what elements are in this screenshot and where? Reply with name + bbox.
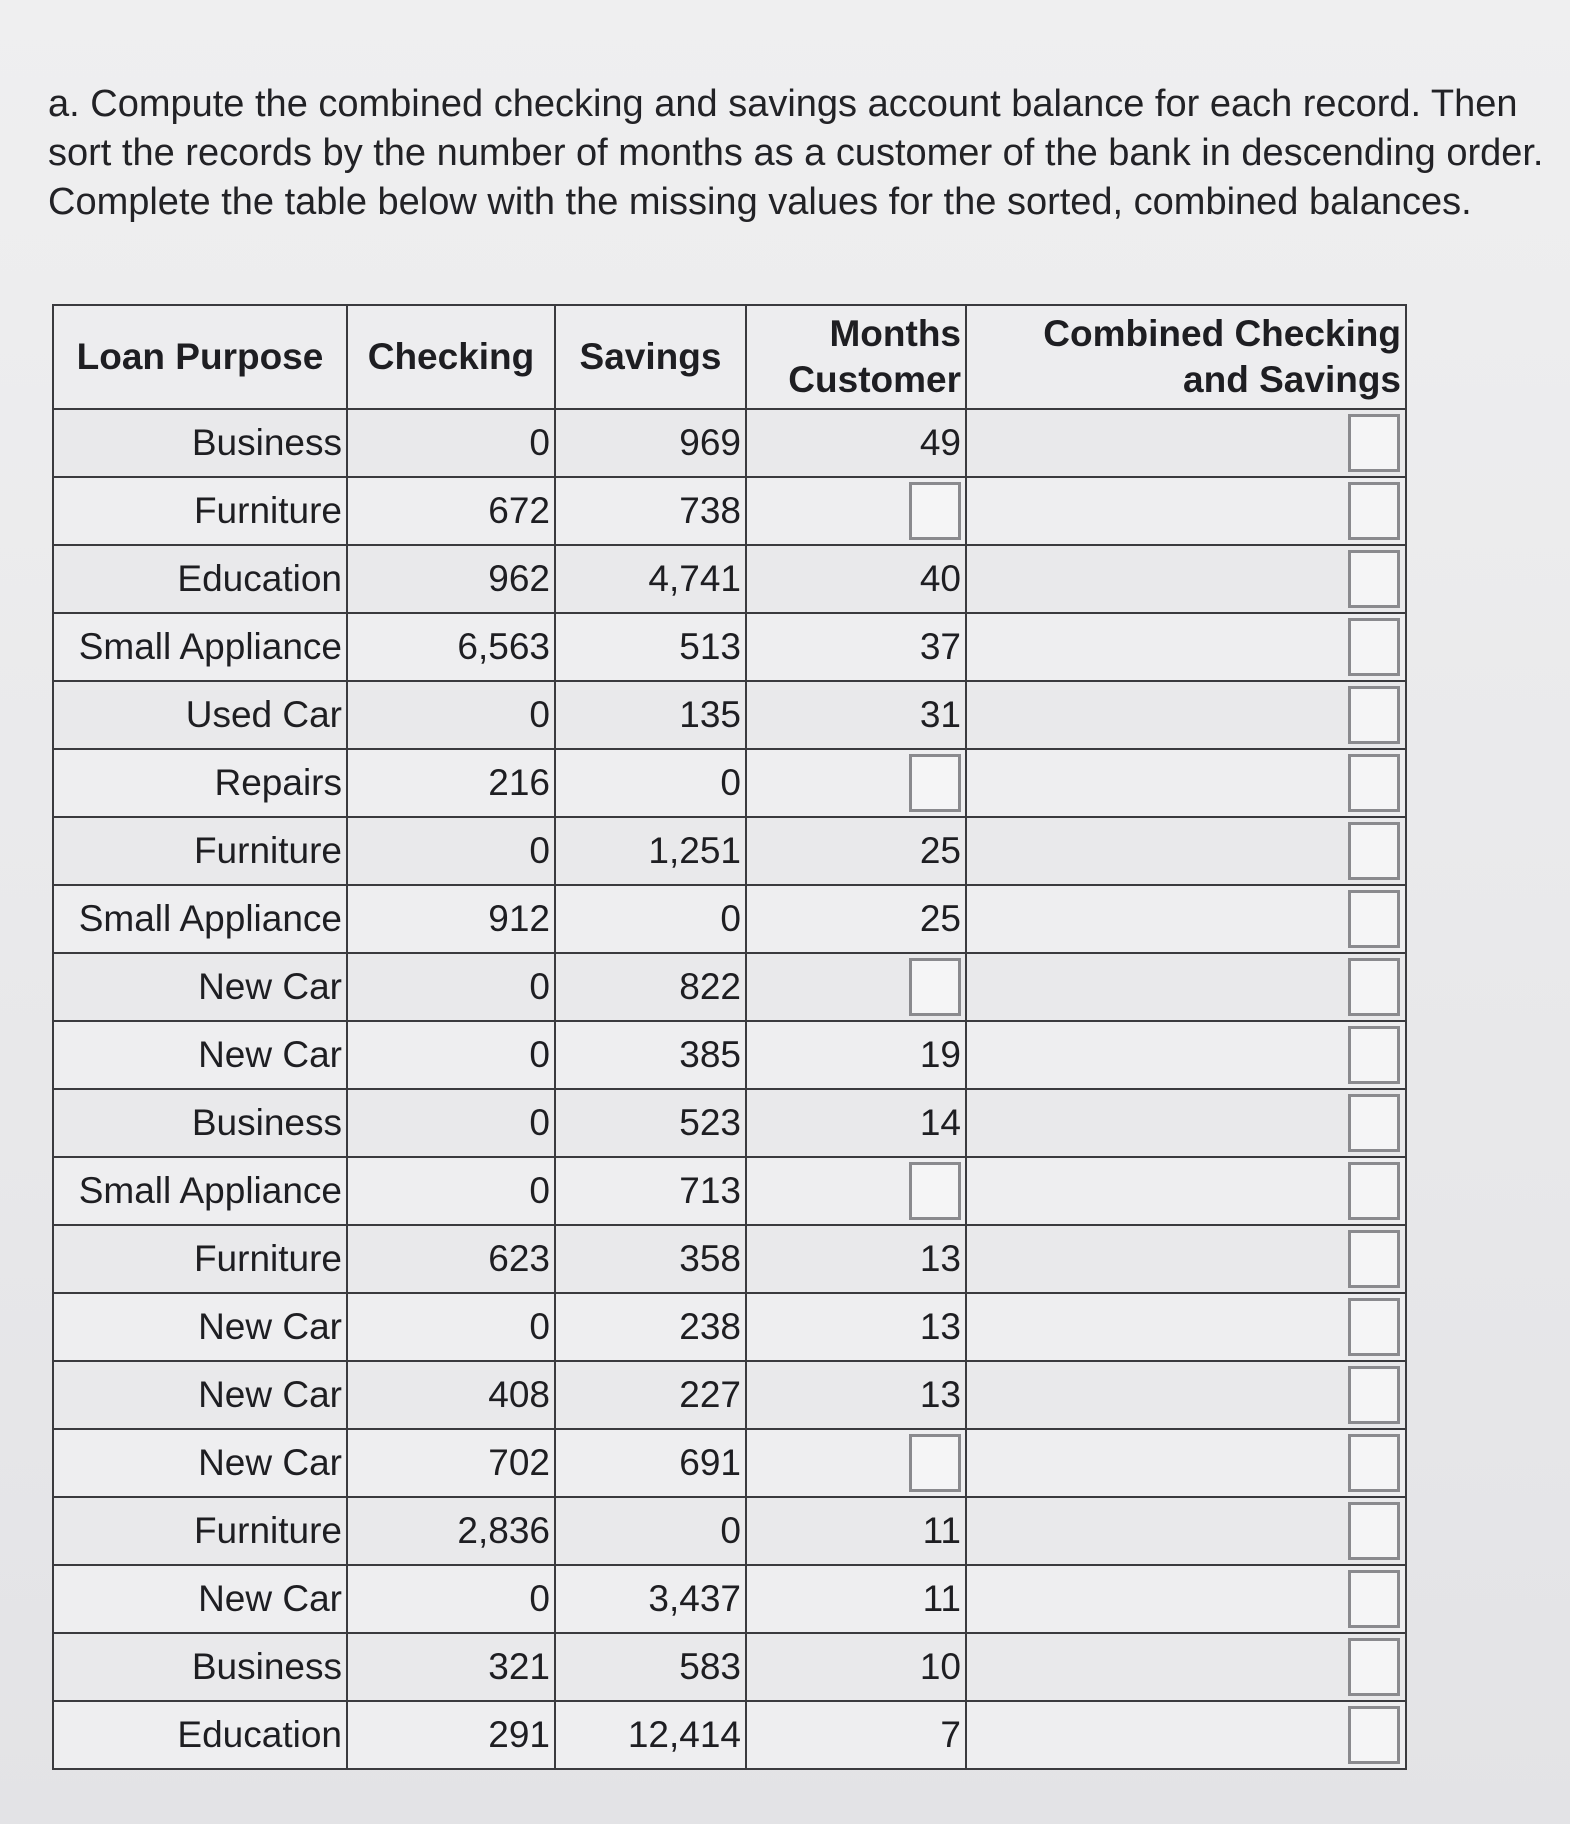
- cell-checking: 962: [347, 545, 555, 613]
- cell-loan-purpose: New Car: [53, 1293, 347, 1361]
- cell-loan-purpose: Education: [53, 1701, 347, 1769]
- cell-savings: 583: [555, 1633, 746, 1701]
- cell-combined-balance: [966, 1701, 1406, 1769]
- cell-loan-purpose: Business: [53, 1089, 347, 1157]
- cell-months-customer: 37: [746, 613, 966, 681]
- cell-savings: 385: [555, 1021, 746, 1089]
- cell-combined-balance: [966, 613, 1406, 681]
- combined-answer-input[interactable]: [1348, 1298, 1400, 1356]
- cell-months-customer: 7: [746, 1701, 966, 1769]
- cell-combined-balance: [966, 817, 1406, 885]
- cell-savings: 513: [555, 613, 746, 681]
- cell-loan-purpose: Furniture: [53, 1497, 347, 1565]
- cell-savings: 3,437: [555, 1565, 746, 1633]
- cell-combined-balance: [966, 477, 1406, 545]
- cell-combined-balance: [966, 409, 1406, 477]
- cell-savings: 713: [555, 1157, 746, 1225]
- table-row: [53, 1497, 1406, 1565]
- cell-months-customer: [746, 1157, 966, 1225]
- cell-loan-purpose: Small Appliance: [53, 885, 347, 953]
- cell-checking: 0: [347, 1089, 555, 1157]
- table-row: [53, 1293, 1406, 1361]
- cell-savings: 0: [555, 885, 746, 953]
- months-answer-input[interactable]: [909, 958, 961, 1016]
- cell-loan-purpose: Furniture: [53, 817, 347, 885]
- cell-savings: 738: [555, 477, 746, 545]
- cell-checking: 0: [347, 1021, 555, 1089]
- cell-savings: 691: [555, 1429, 746, 1497]
- cell-months-customer: 40: [746, 545, 966, 613]
- table-row: [53, 1701, 1406, 1769]
- table-row: [53, 1225, 1406, 1293]
- cell-combined-balance: [966, 885, 1406, 953]
- table-row: [53, 885, 1406, 953]
- cell-savings: 227: [555, 1361, 746, 1429]
- cell-savings: 12,414: [555, 1701, 746, 1769]
- cell-combined-balance: [966, 1157, 1406, 1225]
- table-row: [53, 409, 1406, 477]
- cell-months-customer: [746, 1429, 966, 1497]
- table-row: [53, 613, 1406, 681]
- cell-combined-balance: [966, 1497, 1406, 1565]
- header-combined-balance: Combined Checking and Savings: [966, 305, 1406, 409]
- table-row: [53, 545, 1406, 613]
- cell-months-customer: [746, 477, 966, 545]
- cell-loan-purpose: New Car: [53, 1361, 347, 1429]
- combined-answer-input[interactable]: [1348, 686, 1400, 744]
- header-savings: Savings: [555, 305, 746, 409]
- combined-answer-input[interactable]: [1348, 1638, 1400, 1696]
- cell-checking: 0: [347, 409, 555, 477]
- cell-combined-balance: [966, 1089, 1406, 1157]
- cell-checking: 0: [347, 1157, 555, 1225]
- cell-loan-purpose: Education: [53, 545, 347, 613]
- cell-checking: 0: [347, 817, 555, 885]
- months-answer-input[interactable]: [909, 754, 961, 812]
- combined-answer-input[interactable]: [1348, 1706, 1400, 1764]
- cell-savings: 358: [555, 1225, 746, 1293]
- cell-savings: 4,741: [555, 545, 746, 613]
- cell-savings: 0: [555, 749, 746, 817]
- cell-months-customer: 10: [746, 1633, 966, 1701]
- cell-months-customer: 19: [746, 1021, 966, 1089]
- table-row: [53, 817, 1406, 885]
- table-row: [53, 1429, 1406, 1497]
- table-row: [53, 1633, 1406, 1701]
- cell-months-customer: 13: [746, 1225, 966, 1293]
- months-answer-input[interactable]: [909, 1434, 961, 1492]
- combined-answer-input[interactable]: [1348, 1230, 1400, 1288]
- table-row: [53, 1157, 1406, 1225]
- cell-checking: 912: [347, 885, 555, 953]
- cell-checking: 408: [347, 1361, 555, 1429]
- cell-loan-purpose: Business: [53, 1633, 347, 1701]
- months-answer-input[interactable]: [909, 1162, 961, 1220]
- cell-months-customer: 11: [746, 1497, 966, 1565]
- cell-savings: 238: [555, 1293, 746, 1361]
- cell-savings: 135: [555, 681, 746, 749]
- table-row: [53, 681, 1406, 749]
- cell-loan-purpose: New Car: [53, 1021, 347, 1089]
- cell-savings: 1,251: [555, 817, 746, 885]
- cell-loan-purpose: Furniture: [53, 1225, 347, 1293]
- combined-answer-input[interactable]: [1348, 1502, 1400, 1560]
- cell-loan-purpose: New Car: [53, 953, 347, 1021]
- months-answer-input[interactable]: [909, 482, 961, 540]
- combined-answer-input[interactable]: [1348, 822, 1400, 880]
- cell-months-customer: [746, 749, 966, 817]
- combined-answer-input[interactable]: [1348, 1162, 1400, 1220]
- cell-checking: 672: [347, 477, 555, 545]
- header-months-customer: Months Customer: [746, 305, 966, 409]
- cell-checking: 0: [347, 681, 555, 749]
- cell-checking: 0: [347, 1565, 555, 1633]
- cell-checking: 6,563: [347, 613, 555, 681]
- combined-answer-input[interactable]: [1348, 1570, 1400, 1628]
- cell-loan-purpose: Used Car: [53, 681, 347, 749]
- combined-answer-input[interactable]: [1348, 754, 1400, 812]
- combined-answer-input[interactable]: [1348, 1434, 1400, 1492]
- cell-checking: 2,836: [347, 1497, 555, 1565]
- combined-answer-input[interactable]: [1348, 890, 1400, 948]
- cell-checking: 216: [347, 749, 555, 817]
- cell-months-customer: 14: [746, 1089, 966, 1157]
- combined-answer-input[interactable]: [1348, 1366, 1400, 1424]
- table-header-row: [53, 305, 1406, 409]
- cell-checking: 702: [347, 1429, 555, 1497]
- cell-loan-purpose: Repairs: [53, 749, 347, 817]
- cell-checking: 623: [347, 1225, 555, 1293]
- cell-combined-balance: [966, 1565, 1406, 1633]
- combined-answer-input[interactable]: [1348, 618, 1400, 676]
- cell-months-customer: 13: [746, 1293, 966, 1361]
- cell-combined-balance: [966, 1225, 1406, 1293]
- data-table: [52, 304, 1407, 1770]
- data-table-wrapper: [52, 304, 1407, 1770]
- cell-savings: 0: [555, 1497, 746, 1565]
- cell-loan-purpose: Small Appliance: [53, 1157, 347, 1225]
- combined-answer-input[interactable]: [1348, 1026, 1400, 1084]
- cell-months-customer: [746, 953, 966, 1021]
- cell-months-customer: 25: [746, 817, 966, 885]
- cell-months-customer: 49: [746, 409, 966, 477]
- table-row: [53, 1565, 1406, 1633]
- cell-combined-balance: [966, 545, 1406, 613]
- cell-combined-balance: [966, 749, 1406, 817]
- cell-combined-balance: [966, 953, 1406, 1021]
- cell-loan-purpose: Business: [53, 409, 347, 477]
- header-loan-purpose: Loan Purpose: [53, 305, 347, 409]
- cell-savings: 969: [555, 409, 746, 477]
- combined-answer-input[interactable]: [1348, 414, 1400, 472]
- cell-months-customer: 31: [746, 681, 966, 749]
- table-row: [53, 1361, 1406, 1429]
- cell-savings: 523: [555, 1089, 746, 1157]
- cell-checking: 291: [347, 1701, 555, 1769]
- cell-combined-balance: [966, 1293, 1406, 1361]
- combined-answer-input[interactable]: [1348, 482, 1400, 540]
- cell-months-customer: 13: [746, 1361, 966, 1429]
- header-checking: Checking: [347, 305, 555, 409]
- combined-answer-input[interactable]: [1348, 1094, 1400, 1152]
- cell-months-customer: 11: [746, 1565, 966, 1633]
- table-row: [53, 1089, 1406, 1157]
- cell-loan-purpose: Furniture: [53, 477, 347, 545]
- cell-combined-balance: [966, 1633, 1406, 1701]
- cell-savings: 822: [555, 953, 746, 1021]
- cell-loan-purpose: New Car: [53, 1429, 347, 1497]
- cell-checking: 0: [347, 953, 555, 1021]
- table-body: [53, 409, 1406, 1769]
- cell-checking: 0: [347, 1293, 555, 1361]
- table-row: [53, 953, 1406, 1021]
- question-text: a. Compute the combined checking and savings account balance for each record. Then sort the records by the number of months as a customer of the bank in descending order. Complete the table below with the missing values for the sorted, combined balances.: [48, 83, 1544, 223]
- combined-answer-input[interactable]: [1348, 550, 1400, 608]
- table-row: [53, 477, 1406, 545]
- combined-answer-input[interactable]: [1348, 958, 1400, 1016]
- cell-loan-purpose: New Car: [53, 1565, 347, 1633]
- table-row: [53, 1021, 1406, 1089]
- cell-checking: 321: [347, 1633, 555, 1701]
- cell-combined-balance: [966, 681, 1406, 749]
- cell-combined-balance: [966, 1021, 1406, 1089]
- cell-combined-balance: [966, 1361, 1406, 1429]
- table-row: [53, 749, 1406, 817]
- cell-months-customer: 25: [746, 885, 966, 953]
- cell-loan-purpose: Small Appliance: [53, 613, 347, 681]
- cell-combined-balance: [966, 1429, 1406, 1497]
